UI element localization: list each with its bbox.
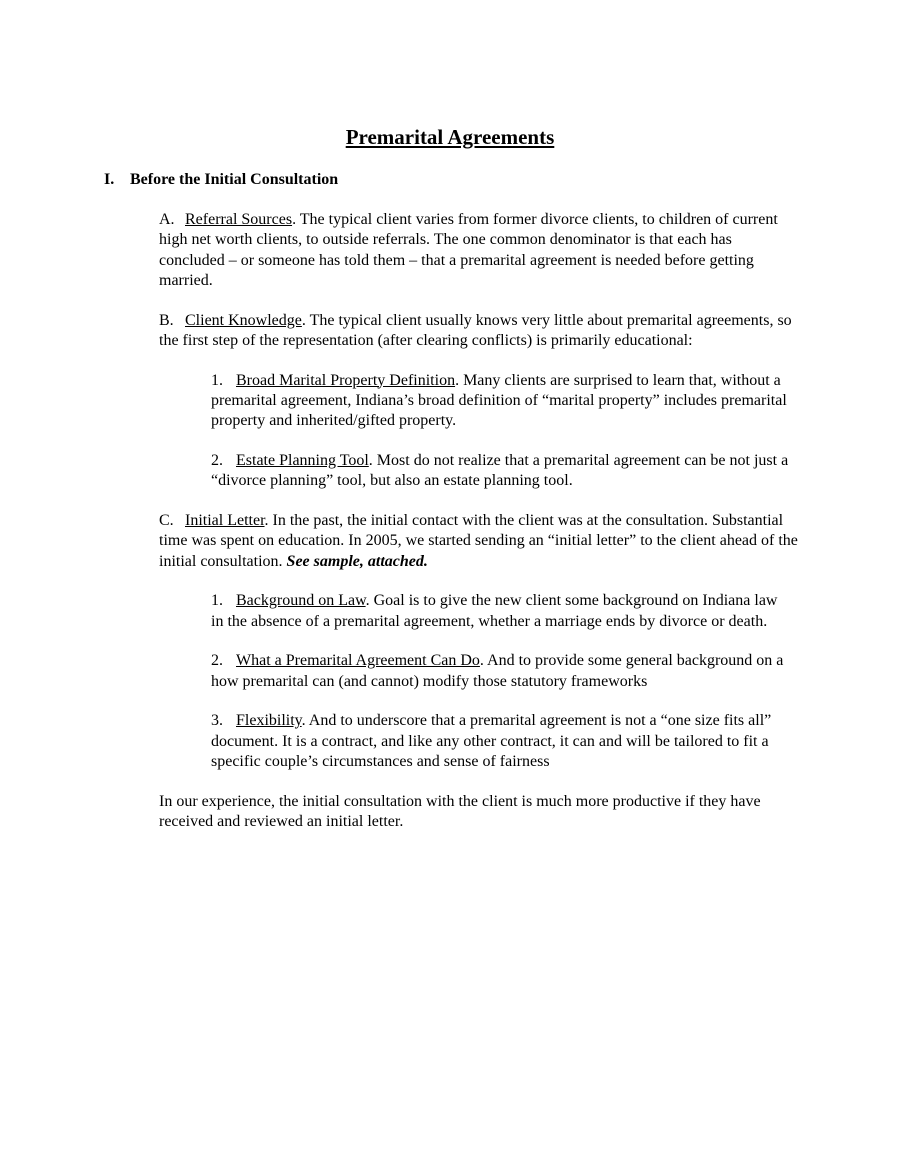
paragraph-a: [159, 210, 799, 292]
paragraph-a-label: A.: [159, 210, 175, 228]
sub-item-c1: [211, 591, 791, 632]
sub-item-c2: [211, 651, 791, 692]
sub-item-c2-lead: What a Premarital Agreement Can Do: [236, 652, 480, 670]
sub-item-b1: [211, 371, 791, 432]
paragraph-a-body: . The typical client varies from former divorce clients, to children of current high net worth clients, to outside referrals. The one common denominator is that each has concluded – or someone has told them – that a premarital agreement is needed before getting married.: [159, 210, 778, 290]
document-title: [0, 124, 900, 150]
sub-item-c3-label: 3.: [211, 712, 223, 730]
sub-item-b2-lead: Estate Planning Tool: [236, 451, 369, 469]
sub-item-c2-label: 2.: [211, 652, 223, 670]
sub-item-c2-body: . And to provide some general background on a how premarital can (and cannot) modify those statutory frameworks: [211, 652, 784, 690]
sub-item-c3-lead: Flexibility: [236, 712, 302, 730]
sub-item-b2-label: 2.: [211, 451, 223, 469]
paragraph-b: [159, 311, 799, 352]
sub-item-c1-body: . Goal is to give the new client some background on Indiana law in the absence of a premarital agreement, whether a marriage ends by divorce or death.: [211, 592, 778, 630]
sub-item-c3: [211, 711, 791, 772]
sub-item-b1-label: 1.: [211, 371, 223, 389]
paragraph-b-label: B.: [159, 311, 174, 329]
paragraph-b-lead: Client Knowledge: [185, 311, 302, 329]
section-heading: [104, 170, 900, 190]
sub-item-b2-body: . Most do not realize that a premarital agreement can be not just a “divorce planning” tool, but also an estate planning tool.: [211, 451, 789, 490]
section-number: I.: [104, 171, 115, 189]
sub-item-b1-lead: Broad Marital Property Definition: [236, 371, 456, 389]
paragraph-c-emphasis: See sample, attached.: [286, 552, 428, 570]
sub-item-c3-body: . And to underscore that a premarital agreement is not a “one size fits all” document. It is a contract, and like any other contract, it can and will be tailored to fit a specific couple’s circumstances and sense of fairness: [211, 712, 772, 771]
closing-paragraph: In our experience, the initial consultation with the client is much more productive if they have received and reviewed an initial letter.: [159, 792, 761, 831]
sub-item-b1-body: . Many clients are surprised to learn that, without a premarital agreement, Indiana’s broad definition of “marital property” includes premarital property and inherited/gifted property.: [211, 371, 787, 430]
section-title: Before the Initial Consultation: [130, 171, 339, 189]
paragraph-c-lead: Initial Letter: [185, 511, 265, 529]
paragraph-c-body: . In the past, the initial contact with the client was at the consultation. Substantial time was spent on education. In 2005, we started sending an “initial letter” to the client ahead of the initial consultation.: [159, 511, 798, 570]
paragraph-a-lead: Referral Sources: [185, 210, 293, 228]
paragraph-c-label: C.: [159, 511, 174, 529]
document-title-text: Premarital Agreements: [345, 125, 555, 149]
sub-item-c1-lead: Background on Law: [236, 592, 366, 610]
paragraph-c: [159, 511, 799, 572]
sub-item-c1-label: 1.: [211, 592, 223, 610]
paragraph-b-body: . The typical client usually knows very little about premarital agreements, so the first step of the representation (after clearing conflicts) is primarily educational:: [159, 311, 792, 350]
sub-item-b2: [211, 451, 791, 492]
